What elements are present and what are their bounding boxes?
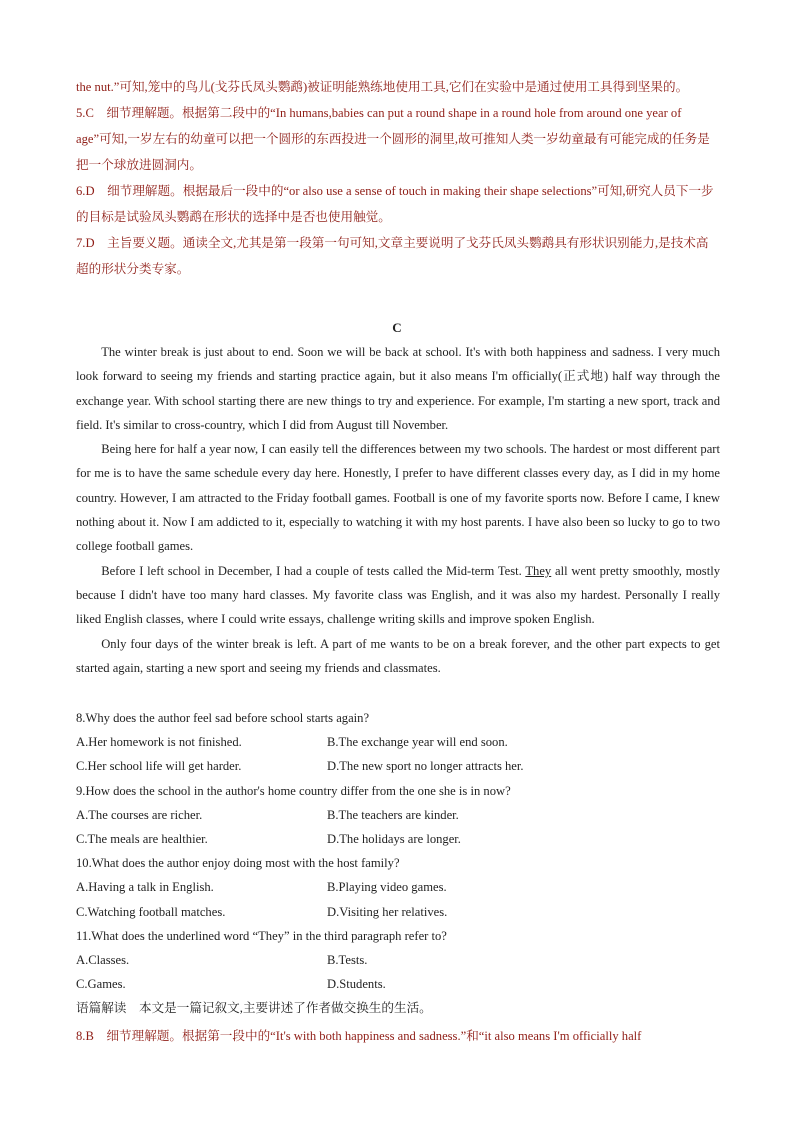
underlined-word: They [525,563,552,578]
answer-8-explanation: 8.B 细节理解题。根据第一段中的“It's with both happiness and sadness.”和“it also means I'm officially half [76,1028,642,1043]
option-9b: B.The teachers are kinder. [327,807,459,822]
answer-4-continued: the nut.”可知,笼中的鸟儿(戈芬氏凤头鹦鹉)被证明能熟练地使用工具,它们在实验中是通过使用工具得到坚果的。 [76,80,689,94]
question-11-options-row-2 [76,972,720,996]
section-title: C [392,320,402,335]
option-8d: D.The new sport no longer attracts her. [327,759,524,774]
option-9d: D.The holidays are longer. [327,832,461,847]
question-8-options-row-2 [76,754,720,778]
reading-passage [76,340,720,680]
answer-6: 6.D 细节理解题。根据最后一段中的“or also use a sense of touch in making their shape selections”可知,研究人员下一步的目标是试验凤头鹦鹉在形状的选择中是否也使用触觉。 [76,184,714,224]
question-10-options-row-2 [76,900,720,924]
option-10d: D.Visiting her relatives. [327,904,448,919]
option-11c: C.Games. [76,977,126,992]
option-9c: C.The meals are healthier. [76,832,208,847]
question-10-stem: 10.What does the author enjoy doing most with the host family? [76,856,400,871]
paragraph-3-rest: all went pretty smoothly, mostly because I didn't have too many hard classes. My favorite class was English, and it was also my hardest. Personally I really liked English classes, where I could write essays, challenge writing skills and improve spoken English. [76,563,720,627]
option-8c: C.Her school life will get harder. [76,759,242,774]
questions [76,706,720,1051]
paragraph-1: The winter break is just about to end. Soon we will be back at school. It's with both happiness and sadness. I very much look forward to seeing my friends and starting practice again, but it also means I'm officially(正式地) half way through the exchange year. With school starting there are new things to try and experience. For example, I'm starting a new sport, track and field. It's similar to cross-country, which I did from August till November. [76,345,720,432]
option-8a: A.Her homework is not finished. [76,735,242,750]
paragraph-2: Being here for half a year now, I can easily tell the differences between my two schools. The hardest or most different part for me is to have the same schedule every day here. Honestly, I prefer to have different classes every day, as I did in my home country. However, I am attracted to the Friday football games. Football is one of my favorite sports now. Before I came, I knew nothing about it. Now I am addicted to it, especially to watching it with my host parents. I have also been so lucky to go to two college football games. [76,442,720,554]
paragraph-3 [76,559,720,632]
answer-7: 7.D 主旨要义题。通读全文,尤其是第一段第一句可知,文章主要说明了戈芬氏凤头鹦鹉具有形状识别能力,是技术高超的形状分类专家。 [76,236,709,276]
option-11a: A.Classes. [76,953,130,968]
option-11d: D.Students. [327,977,386,992]
option-10b: B.Playing video games. [327,880,447,895]
option-9a: A.The courses are richer. [76,807,203,822]
paragraph-3-start: Before I left school in December, I had a couple of tests called the Mid-term Test. [101,563,526,578]
option-8b: B.The exchange year will end soon. [327,735,508,750]
question-9-options-row-2 [76,827,720,851]
question-8-stem: 8.Why does the author feel sad before school starts again? [76,711,370,725]
passage-analysis: 语篇解读 本文是一篇记叙文,主要讲述了作者做交换生的生活。 [76,1001,432,1016]
option-11b: B.Tests. [327,953,368,968]
answer-5: 5.C 细节理解题。根据第二段中的“In humans,babies can put a round shape in a round hole from around one year of age”可知,一岁左右的幼童可以把一个圆形的东西投进一个圆形的洞里,故可推知人类一岁幼童最有可能完成的任务是把一个球放进圆洞内。 [76,106,710,172]
paragraph-4: Only four days of the winter break is left. A part of me wants to be on a break forever, and the other part expects to get started again, starting a new sport and seeing my friends and classmates. [76,636,720,675]
question-9-options-row-1 [76,803,720,827]
question-11-options-row-1 [76,948,720,972]
question-8-options-row-1 [76,730,720,754]
option-10c: C.Watching football matches. [76,904,226,919]
option-10a: A.Having a talk in English. [76,880,214,895]
question-10-options-row-1 [76,875,720,899]
question-11-stem: 11.What does the underlined word “They” in the third paragraph refer to? [76,928,447,943]
answer-explanations-top [76,74,720,282]
question-9-stem: 9.How does the school in the author's home country differ from the one she is in now? [76,783,511,798]
